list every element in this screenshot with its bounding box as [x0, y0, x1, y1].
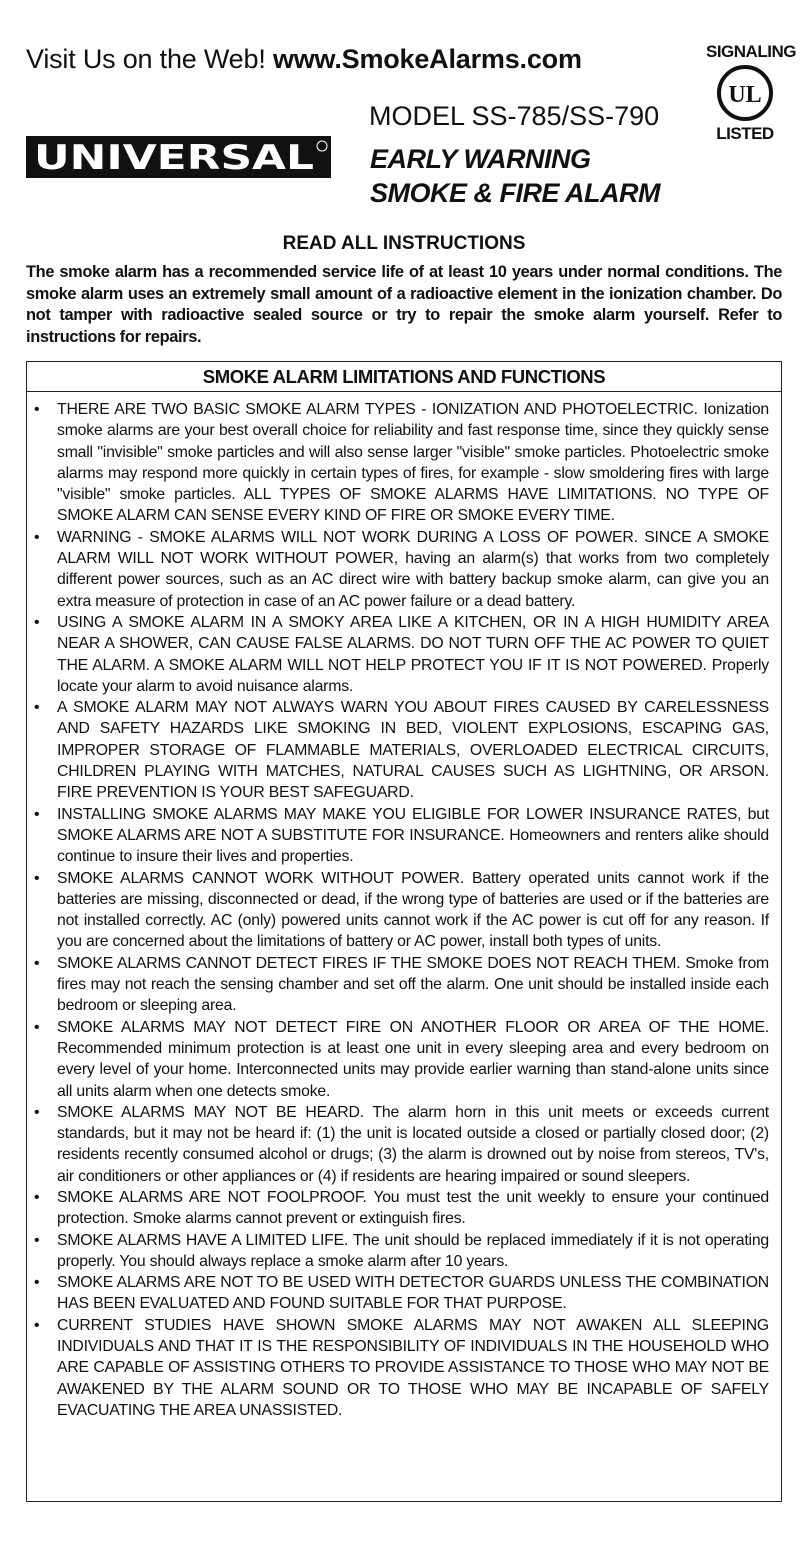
- website-url[interactable]: www.SmokeAlarms.com: [272, 44, 582, 74]
- product-title: [370, 142, 660, 210]
- list-item: • SMOKE ALARMS MAY NOT DETECT FIRE ON ANOTHER FLOOR OR AREA OF THE HOME. Recommended minimum protection is at least one unit in every sleeping area and every bedroom on every level of your home. Interconnected units may provide earlier warning than stand-alone units since all units alarm when one detects smoke.: [57, 1017, 769, 1102]
- list-item: • CURRENT STUDIES HAVE SHOWN SMOKE ALARMS MAY NOT AWAKEN ALL SLEEPING INDIVIDUALS AND THAT IT IS THE RESPONSIBILITY OF INDIVIDUALS IN THE HOUSEHOLD WHO ARE CAPABLE OF ASSISTING OTHERS TO PROVIDE ASSISTANCE TO THOSE WHO MAY NOT BE AWAKENED BY THE ALARM SOUND OR TO THOSE WHO MAY BE INCAPABLE OF SAFELY EVACUATING THE AREA UNASSISTED.: [57, 1315, 769, 1421]
- list-item: • WARNING - SMOKE ALARMS WILL NOT WORK DURING A LOSS OF POWER. SINCE A SMOKE ALARM WILL NOT WORK WITHOUT POWER, having an alarm(s) that works from two completely different power sources, such as an AC direct wire with battery backup smoke alarm, can give you an extra measure of protection in case of an AC power failure or a dead battery.: [57, 527, 769, 612]
- list-item: • SMOKE ALARMS HAVE A LIMITED LIFE. The unit should be replaced immediately if it is not operating properly. You should always replace a smoke alarm after 10 years.: [57, 1230, 769, 1273]
- list-item: • SMOKE ALARMS CANNOT DETECT FIRES IF THE SMOKE DOES NOT REACH THEM. Smoke from fires may not reach the sensing chamber and set off the alarm. One unit should be installed inside each bedroom or sleeping area.: [57, 953, 769, 1017]
- list-item: • SMOKE ALARMS CANNOT WORK WITHOUT POWER. Battery operated units cannot work if the batteries are missing, disconnected or dead, if the wrong type of batteries are used or if the batteries are not installed correctly. AC (only) powered units cannot work if the AC power is cut off for any reason. If you are concerned about the limitations of battery or AC power, install both types of units.: [57, 868, 769, 953]
- ul-listed-mark: [706, 42, 796, 144]
- list-item: • THERE ARE TWO BASIC SMOKE ALARM TYPES - IONIZATION AND PHOTOELECTRIC. Ionization smoke alarms are your best overall choice for reliability and fast response time, since they quickly sense small "invisible" smoke particles and will also sense larger "visible" smoke particles. Photoelectric smoke alarms may respond more quickly in certain types of fires, for example - slow smoldering fires with large "visible" smoke particles. ALL TYPES OF SMOKE ALARMS HAVE LIMITATIONS. NO TYPE OF SMOKE ALARM CAN SENSE EVERY KIND OF FIRE OR SMOKE EVERY TIME.: [57, 399, 769, 527]
- ul-signaling-label: SIGNALING: [706, 42, 796, 61]
- list-item: • SMOKE ALARMS MAY NOT BE HEARD. The alarm horn in this unit meets or exceeds current standards, but it may not be heard if: (1) the unit is located outside a closed or partially closed door; (2) residents recently consumed alcohol or drugs; (3) the alarm is drowned out by noise from stereos, TV's, air conditioners or other appliances or (4) if residents are hearing impaired or sound sleepers.: [57, 1102, 769, 1187]
- intro-paragraph: The smoke alarm has a recommended service life of at least 10 years under normal conditions. The smoke alarm uses an extremely small amount of a radioactive element in the ionization chamber. Do not tamper with radioactive sealed source or try to repair the smoke alarm yourself. Refer to instructions for repairs.: [26, 263, 782, 346]
- title-line-1: EARLY WARNING: [370, 144, 591, 174]
- model-number: MODEL SS-785/SS-790: [369, 101, 660, 131]
- website-line: [26, 44, 582, 75]
- ul-mark-text: UL: [728, 82, 762, 108]
- list-item: • USING A SMOKE ALARM IN A SMOKY AREA LIKE A KITCHEN, OR IN A HIGH HUMIDITY AREA NEAR A SHOWER, CAN CAUSE FALSE ALARMS. DO NOT TURN OFF THE AC POWER TO QUIET THE ALARM. A SMOKE ALARM WILL NOT HELP PROTECT YOU IF IT IS NOT POWERED. Properly locate your alarm to avoid nuisance alarms.: [57, 612, 769, 697]
- web-prefix: Visit Us on the Web!: [26, 44, 266, 74]
- brand-text: UNIVERSAL: [34, 138, 314, 178]
- list-item: • INSTALLING SMOKE ALARMS MAY MAKE YOU ELIGIBLE FOR LOWER INSURANCE RATES, but SMOKE ALARMS ARE NOT A SUBSTITUTE FOR INSURANCE. Homeowners and renters alike should continue to insure their lives and properties.: [57, 804, 769, 868]
- limitations-list: [27, 392, 781, 1421]
- universal-logo: [26, 136, 331, 178]
- ul-listed-label: LISTED: [716, 124, 774, 143]
- list-item: • SMOKE ALARMS ARE NOT FOOLPROOF. You must test the unit weekly to ensure your continued protection. Smoke alarms cannot prevent or extinguish fires.: [57, 1187, 769, 1230]
- ul-logo-icon: [716, 64, 774, 122]
- read-all-instructions-heading: READ ALL INSTRUCTIONS: [282, 233, 526, 254]
- list-item: • A SMOKE ALARM MAY NOT ALWAYS WARN YOU ABOUT FIRES CAUSED BY CARELESSNESS AND SAFETY HAZARDS LIKE SMOKING IN BED, VIOLENT EXPLOSIONS, ESCAPING GAS, IMPROPER STORAGE OF FLAMMABLE MATERIALS, OVERLOADED ELECTRICAL CIRCUITS, CHILDREN PLAYING WITH MATCHES, NATURAL CAUSES SUCH AS LIGHTNING, OR ARSON. FIRE PREVENTION IS YOUR BEST SAFEGUARD.: [57, 697, 769, 803]
- limitations-section: [26, 361, 782, 1502]
- section-heading: SMOKE ALARM LIMITATIONS AND FUNCTIONS: [27, 362, 781, 392]
- title-line-2: SMOKE & FIRE ALARM: [370, 178, 660, 208]
- list-item: • SMOKE ALARMS ARE NOT TO BE USED WITH DETECTOR GUARDS UNLESS THE COMBINATION HAS BEEN EVALUATED AND FOUND SUITABLE FOR THAT PURPOSE.: [57, 1272, 769, 1315]
